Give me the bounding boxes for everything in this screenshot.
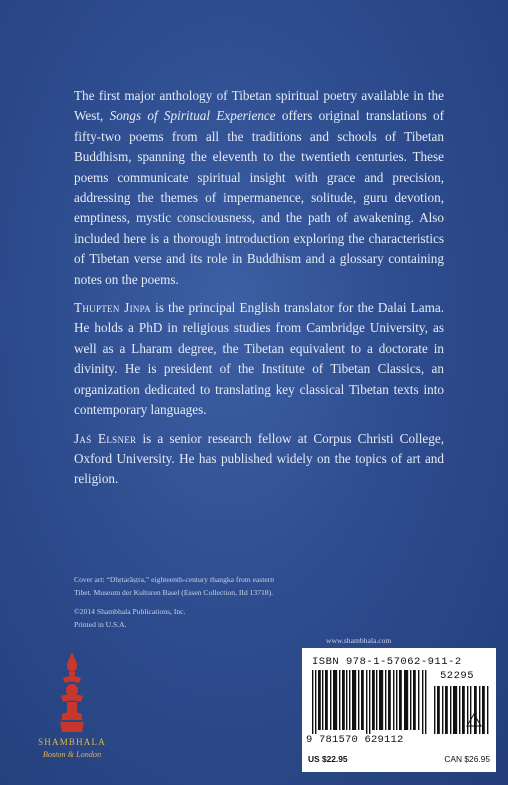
shambhala-logo-icon <box>58 652 86 734</box>
isbn-digits: 9 781570 629112 <box>306 734 404 746</box>
back-cover-blurb <box>74 86 444 498</box>
can-price: CAN $26.95 <box>444 754 490 764</box>
book-title: Songs of Spiritual Experience <box>109 108 276 124</box>
triangle-icon <box>466 713 482 727</box>
printed-in: Printed in U.S.A. <box>74 620 127 629</box>
price-code: 52295 <box>440 670 475 682</box>
isbn-label: ISBN 978-1-57062-911-2 <box>312 656 462 668</box>
translator-name: Thupten Jinpa <box>74 300 151 316</box>
ean-bars <box>312 670 428 734</box>
credits <box>74 573 334 631</box>
editor-name: Jaś Elsner <box>74 430 137 446</box>
publisher-name: SHAMBHALA <box>38 737 106 747</box>
cover-art-credit-line2: Tibet. Museum der Kulturen Basel (Essen Collection, IId 13718). <box>74 588 274 597</box>
us-price: US $22.95 <box>308 754 348 764</box>
translator-bio <box>74 298 444 420</box>
isbn-barcode <box>302 648 496 772</box>
cover-art-credit-line1: Cover art: “Dhṛtarāṣṭra,” eighteenth-century thangka from eastern <box>74 575 275 584</box>
description-text: The first major anthology of Tibetan spiritual poetry available in the West, <box>74 88 444 124</box>
publisher-place: Boston & London <box>42 750 102 759</box>
website-url: www.shambhala.com <box>326 636 392 645</box>
translator-bio-text: is the principal English translator for the Dalai Lama. He holds a PhD in religious studies from Cambridge University, as well as a Lharam degree, the Tibetan equivalent to a doctorate in divinity. He is president of the Institute of Tibetan Classics, an organization dedicated to translating key classical Tibetan texts into contemporary languages. <box>74 300 444 418</box>
editor-bio <box>74 429 444 490</box>
copyright-notice: ©2014 Shambhala Publications, Inc. <box>74 607 186 616</box>
editor-bio-text: is a senior research fellow at Corpus Christi College, Oxford University. He has published widely on the topics of art and religion. <box>74 430 444 487</box>
description-paragraph <box>74 86 444 290</box>
description-text-cont: offers original translations of fifty-two poems from all the traditions and schools of Tibetan Buddhism, spanning the eleventh to the twentieth centuries. These poems communicate spiritual insight with grace and precision, addressing the themes of impermanence, solitude, guru devotion, emptiness, mystic consciousness, and the path of awakening. Also included here is a thorough introduction exploring the characteristics of Tibetan verse and its role in Buddhism and a glossary containing notes on the poems. <box>74 108 445 287</box>
